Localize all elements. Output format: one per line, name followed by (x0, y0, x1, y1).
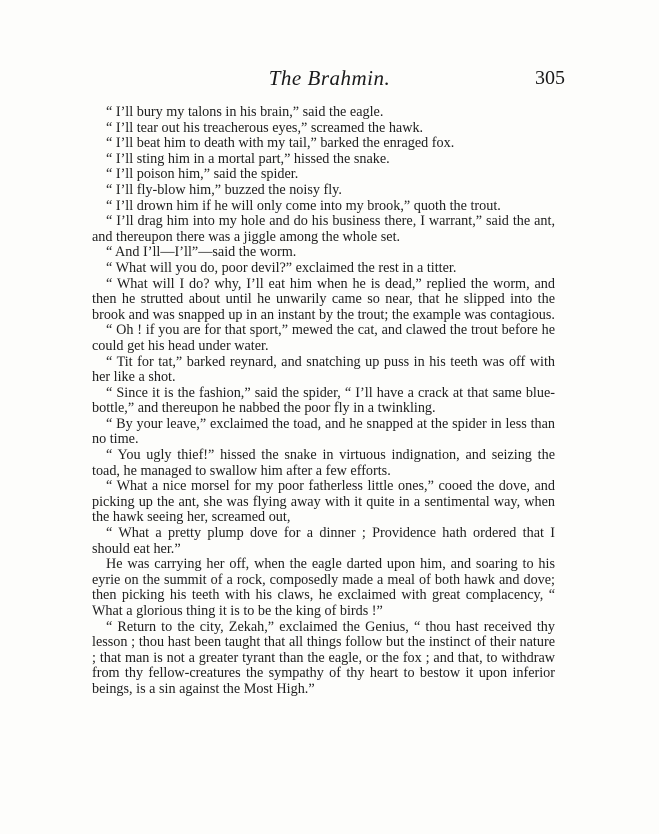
paragraph: “ You ugly thief!” hissed the snake in virtuous indignation, and seizing the toad, he managed to swallow him after a few efforts. (92, 447, 555, 479)
paragraph: “ What a nice morsel for my poor fatherless little ones,” cooed the dove, and picking up the ant, she was flying away with it quite in a sentimental way, when the hawk seeing her, screamed out, (92, 478, 555, 526)
paragraph: “ Oh ! if you are for that sport,” mewed the cat, and clawed the trout before he could get his head under water. (92, 322, 555, 354)
paragraph: “ I’ll poison him,” said the spider. (106, 166, 299, 183)
paragraph: “ I’ll drag him into my hole and do his business there, I warrant,” said the ant, and thereupon there was a jiggle among the whole set. (92, 213, 555, 245)
paragraph: “ I’ll tear out his treacherous eyes,” screamed the hawk. (106, 119, 424, 136)
paragraph: “ And I’ll—I’ll”—said the worm. (106, 244, 297, 261)
body-text (92, 105, 555, 698)
paragraph: “ Return to the city, Zekah,” exclaimed the Genius, “ thou hast received thy lesson ; thou hast been taught that all things follow but the instinct of their nature ; that man is not a greater tyrant than the eagle, or the fox ; and that, to withdraw from thy fellow-creatures the sympathy of thy heart to bestow it upon inferior beings, is a sin against the Most High.” (92, 618, 555, 697)
paragraph: “ I’ll bury my talons in his brain,” said the eagle. (106, 104, 384, 120)
paragraph: “ I’ll sting him in a mortal part,” hissed the snake. (106, 150, 390, 167)
paragraph: He was carrying her off, when the eagle darted upon him, and soaring to his eyrie on the summit of a rock, composedly made a meal of both hawk and dove; then picking his teeth with his claws, he exclaimed with great complacency, “ What a glorious thing it is to be the king of birds !” (92, 556, 555, 619)
running-title: The Brahmin. (268, 66, 391, 90)
paragraph: “ I’ll beat him to death with my tail,” barked the enraged fox. (106, 135, 455, 152)
paragraph: “ I’ll drown him if he will only come into my brook,” quoth the trout. (106, 197, 501, 214)
paragraph: “ What a pretty plump dove for a dinner ; Providence hath ordered that I should eat her.” (92, 525, 555, 557)
paragraph: “ By your leave,” exclaimed the toad, and he snapped at the spider in less than no time. (92, 415, 555, 448)
paragraph: “ What will you do, poor devil?” exclaimed the rest in a titter. (106, 259, 457, 276)
paragraph: “ I’ll fly-blow him,” buzzed the noisy fly. (106, 181, 342, 198)
paragraph: “ What will I do? why, I’ll eat him when he is dead,” replied the worm, and then he strutted about until he unwarily came so near, that he slipped into the brook and was snapped up in an instant by the trout; the example was contagious. (92, 275, 555, 323)
running-head (0, 66, 659, 96)
paragraph: “ Since it is the fashion,” said the spider, “ I’ll have a crack at that same blue-bottle,” and thereupon he nabbed the poor fly in a twinkling. (92, 384, 555, 417)
page-number: 305 (535, 67, 565, 89)
paragraph: “ Tit for tat,” barked reynard, and snatching up puss in his teeth was off with her like a shot. (92, 353, 555, 386)
